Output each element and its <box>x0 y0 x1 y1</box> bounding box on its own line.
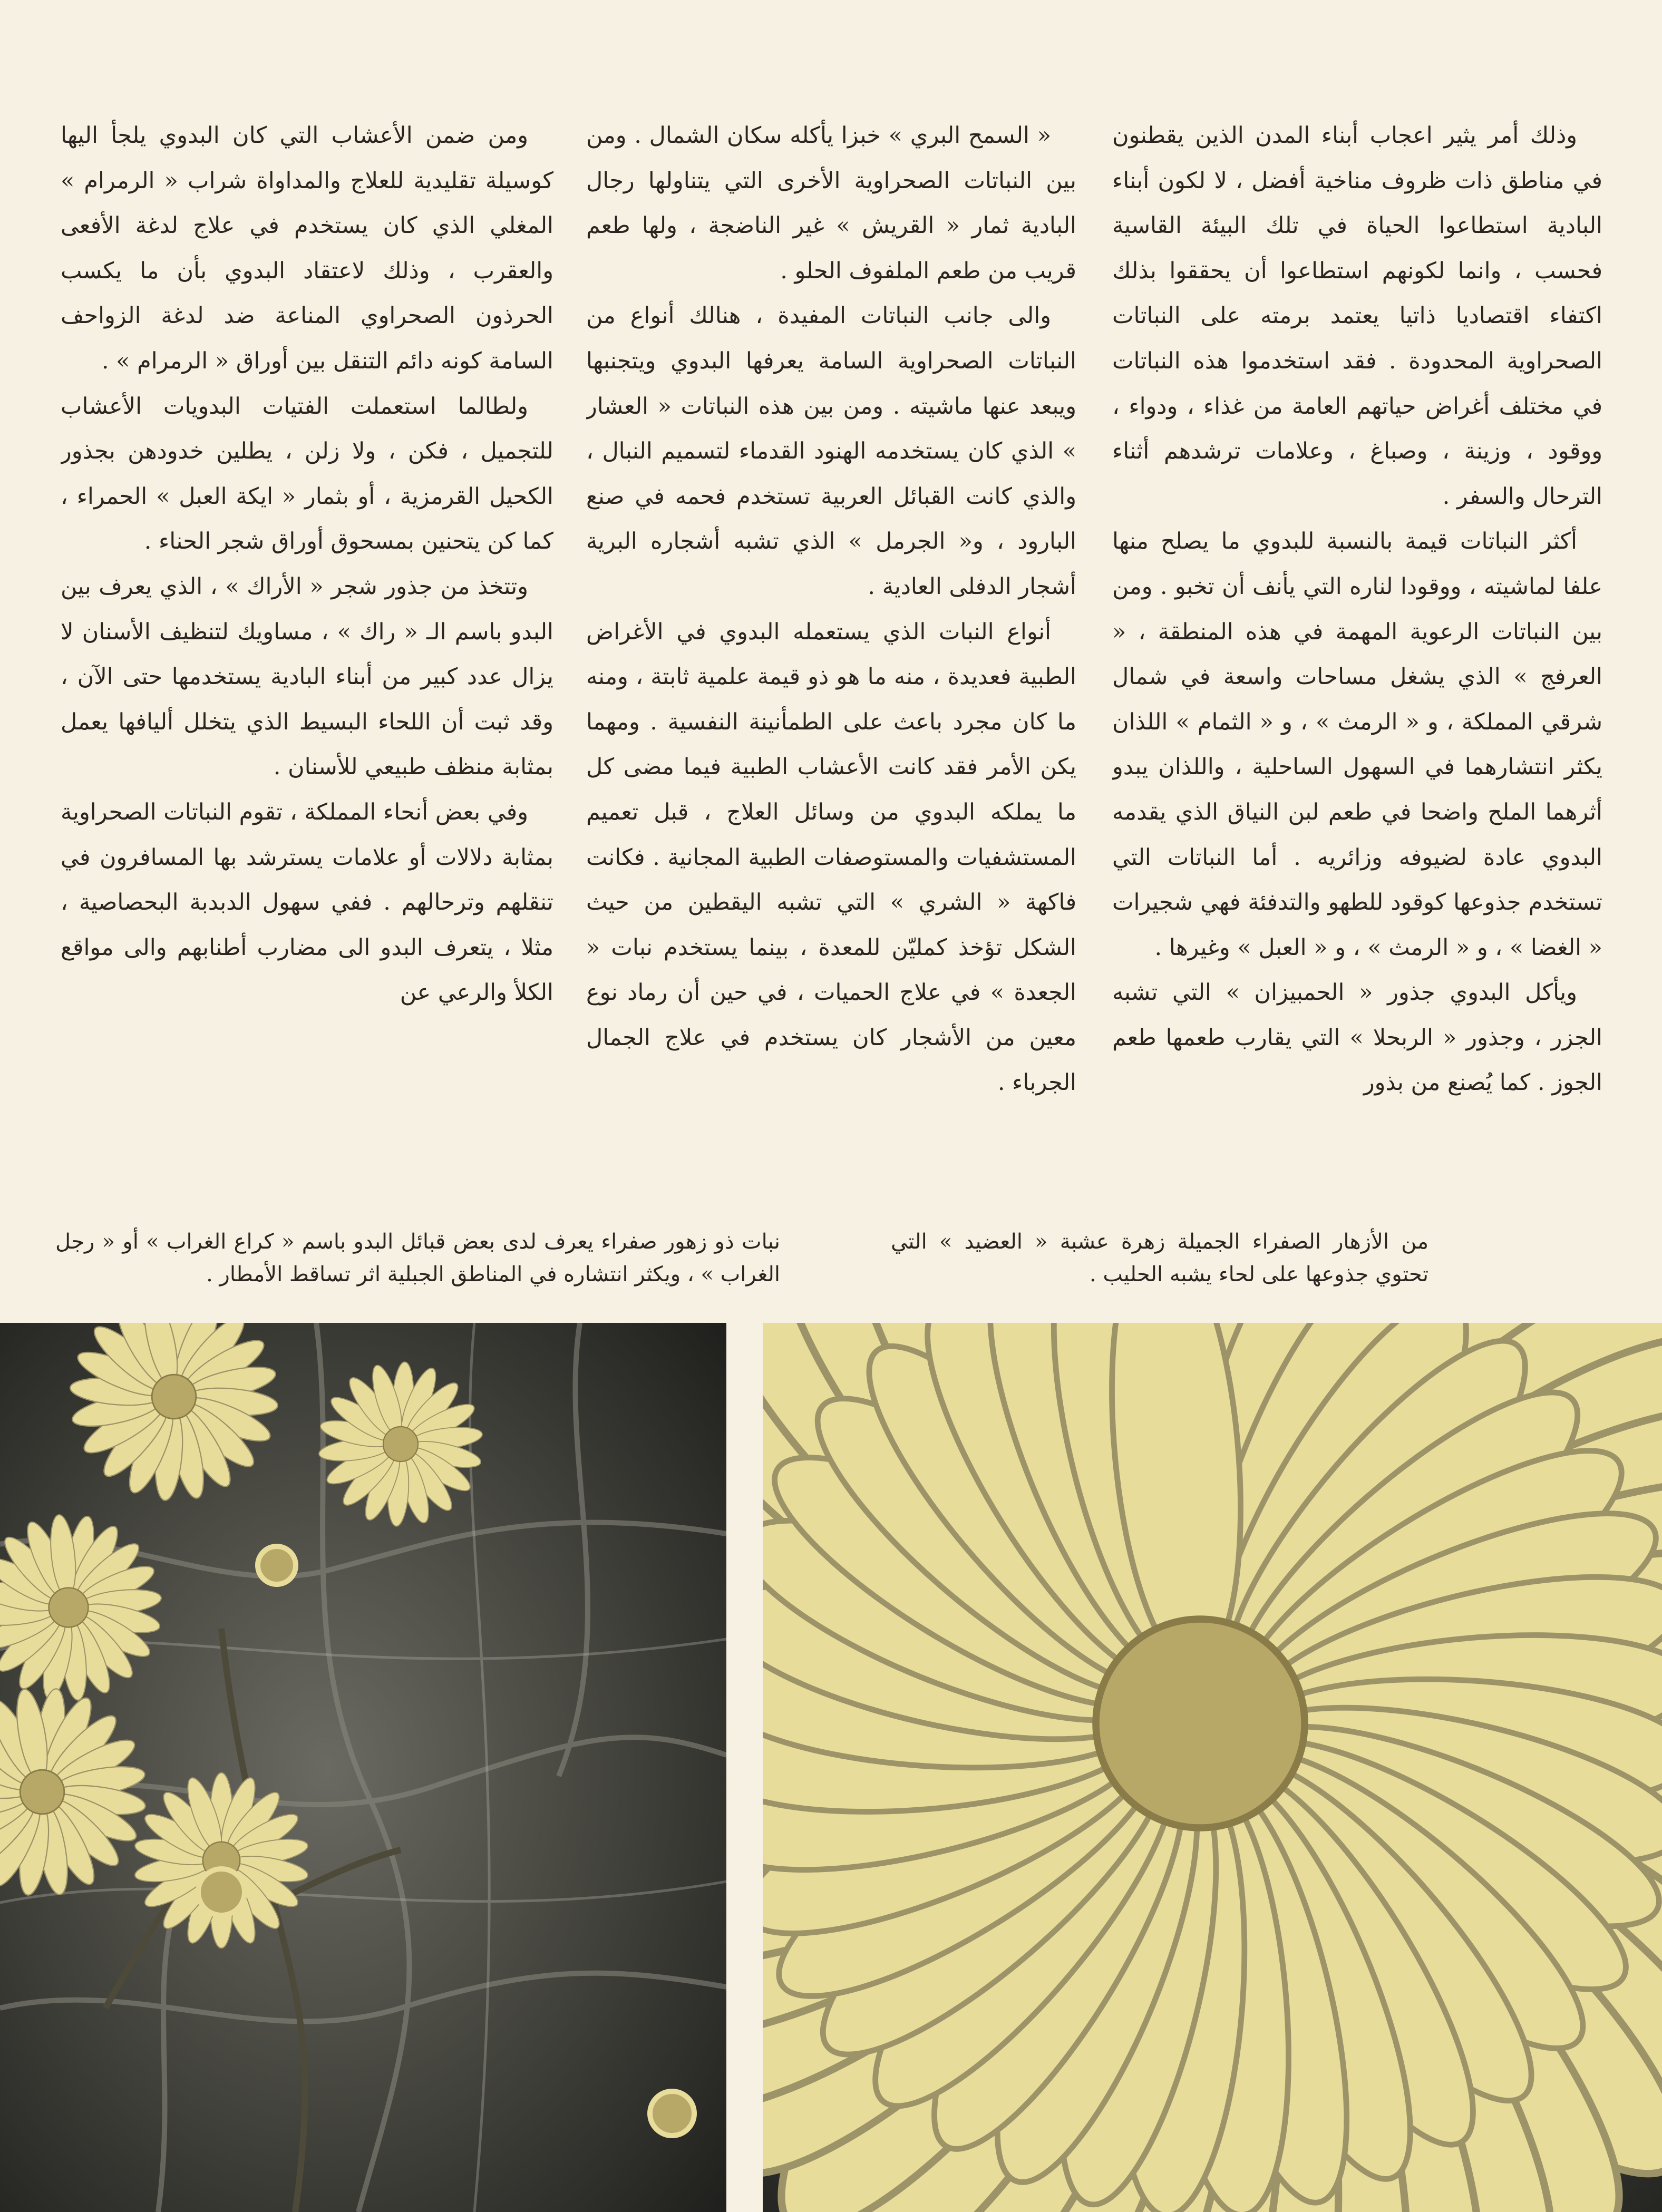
text-column-middle <box>586 113 1076 1162</box>
caption-left-photo: نبات ذو زهور صفراء يعرف لدى بعض قبائل البدو باسم « كراع الغراب » أو « رجل الغراب » ، ويكثر انتشاره في المناطق الجبلية اثر تساقط الأمطار . <box>55 1230 780 1287</box>
photo-small-yellow-flowers <box>0 1323 726 2212</box>
small-flowers-image <box>0 1323 726 2212</box>
flower-bud <box>650 2091 694 2136</box>
paragraph: ولطالما استعملت الفتيات البدويات الأعشاب للتجميل ، فكن ، ولا زلن ، يطلين خدودهن بجذور الكحيل القرمزية ، أو بثمار « ايكة العبل » الحمراء ، كما كن يتحنين بمسحوق أوراق شجر الحناء . <box>61 393 553 555</box>
paragraph: وفي بعض أنحاء المملكة ، تقوم النباتات الصحراوية بمثابة دلالات أو علامات يسترشد بها المسافرون في تنقلهم وترحالهم . ففي سهول الدبدبة البحصاصية ، مثلا ، يتعرف البدو الى مضارب أطنابهم والى مواقع الكلأ والرعي عن <box>61 798 553 1006</box>
paragraph: أنواع النبات الذي يستعمله البدوي في الأغراض الطبية فعديدة ، منه ما هو ذو قيمة علمية ثابتة ، ومنه ما كان مجرد باعث على الطمأنينة النفسية . ومهما يكن الأمر فقد كانت الأعشاب الطبية فيما مضى كل ما يملكه البدوي من وسائل العلاج ، قبل تعميم المستشفيات والمستوصفات الطبية المجانية . فكانت فاكهة « الشري » التي تشبه اليقطين من حيث الشكل تؤخذ كمليّن للمعدة ، بينما يستخدم نبات « الجعدة » في علاج الحميات ، في حين أن رماد نوع معين من الأشجار كان يستخدم في علاج الجمال الجرباء . <box>586 618 1076 1096</box>
paragraph: أكثر النباتات قيمة بالنسبة للبدوي ما يصلح منها علفا لماشيته ، ووقودا لناره التي يأنف أن تخبو . ومن بين النباتات الرعوية المهمة في هذه المنطقة ، « العرفج » الذي يشغل مساحات واسعة في شمال شرقي المملكة ، و « الرمث » ، و « الثمام » اللذان يكثر انتشارهما في السهول الساحلية ، واللذان يبدو أثرهما الملح واضحا في طعم لبن النياق الذي يقدمه البدوي عادة لضيوفه وزائريه . أما النباتات التي تستخدم جذوعها كوقود للطهو والتدفئة فهي شجيرات « الغضا » ، و « الرمث » ، و « العبل » وغيرها . <box>1112 528 1602 961</box>
daisy-flower <box>763 1323 1662 2212</box>
flower-bud <box>258 1546 296 1584</box>
text-column-right <box>1112 113 1602 1162</box>
photo-large-yellow-flower <box>763 1323 1662 2212</box>
paragraph: ويأكل البدوي جذور « الحمبيزان » التي تشبه الجزر ، وجذور « الربحلا » التي يقارب طعمها طعم الجوز . كما يُصنع من بذور <box>1112 979 1602 1096</box>
paragraph: وتتخذ من جذور شجر « الأراك » ، الذي يعرف بين البدو باسم الـ « راك » ، مساويك لتنظيف الأسنان لا يزال عدد كبير من أبناء البادية يستخدمها حتى الآن ، وقد ثبت أن اللحاء البسيط الذي يتخلل أليافها يعمل بمثابة منظف طبيعي للأسنان . <box>61 573 553 781</box>
paragraph: وذلك أمر يثير اعجاب أبناء المدن الذين يقطنون في مناطق ذات ظروف مناخية أفضل ، لا لكون أبناء البادية استطاعوا الحياة في تلك البيئة القاسية فحسب ، وانما لكونهم استطاعوا أن يحققوا بذلك اكتفاء اقتصاديا ذاتيا يعتمد برمته على النباتات الصحراوية المحدودة . فقد استخدموا هذه النباتات في مختلف أغراض حياتهم العامة من غذاء ، ودواء ، ووقود ، وزينة ، وصباغ ، وعلامات ترشدهم أثناء الترحال والسفر . <box>1112 122 1602 510</box>
paragraph: « السمح البري » خبزا يأكله سكان الشمال . ومن بين النباتات الصحراوية الأخرى التي يتناولها رجال البادية ثمار « القريش » غير الناضجة ، ولها طعم قريب من طعم الملفوف الحلو . <box>586 122 1076 284</box>
flower-bud <box>198 1869 245 1915</box>
paragraph: والى جانب النباتات المفيدة ، هنالك أنواع من النباتات الصحراوية السامة يعرفها البدوي ويتجنبها ويبعد عنها ماشيته . ومن بين هذه النباتات « العشار » الذي كان يستخدمه الهنود القدماء لتسميم النبال ، والذي كانت القبائل العربية تستخدم فحمه في صنع البارود ، و« الجرمل » الذي تشبه أشجاره البرية أشجار الدفلى العادية . <box>586 303 1076 600</box>
large-flower-image <box>763 1323 1662 2212</box>
caption-right-photo: من الأزهار الصفراء الجميلة زهرة عشبة « العضيد » التي تحتوي جذوعها على لحاء يشبه الحليب . <box>891 1230 1428 1287</box>
text-column-left <box>61 113 553 1162</box>
paragraph: ومن ضمن الأعشاب التي كان البدوي يلجأ اليها كوسيلة تقليدية للعلاج والمداواة شراب « الرمرام » المغلي الذي كان يستخدم في علاج لدغة الأفعى والعقرب ، وذلك لاعتقاد البدوي بأن ما يكسب الحرذون الصحراوي المناعة ضد لدغة الزواحف السامة كونه دائم التنقل بين أوراق « الرمرام » . <box>61 122 553 374</box>
